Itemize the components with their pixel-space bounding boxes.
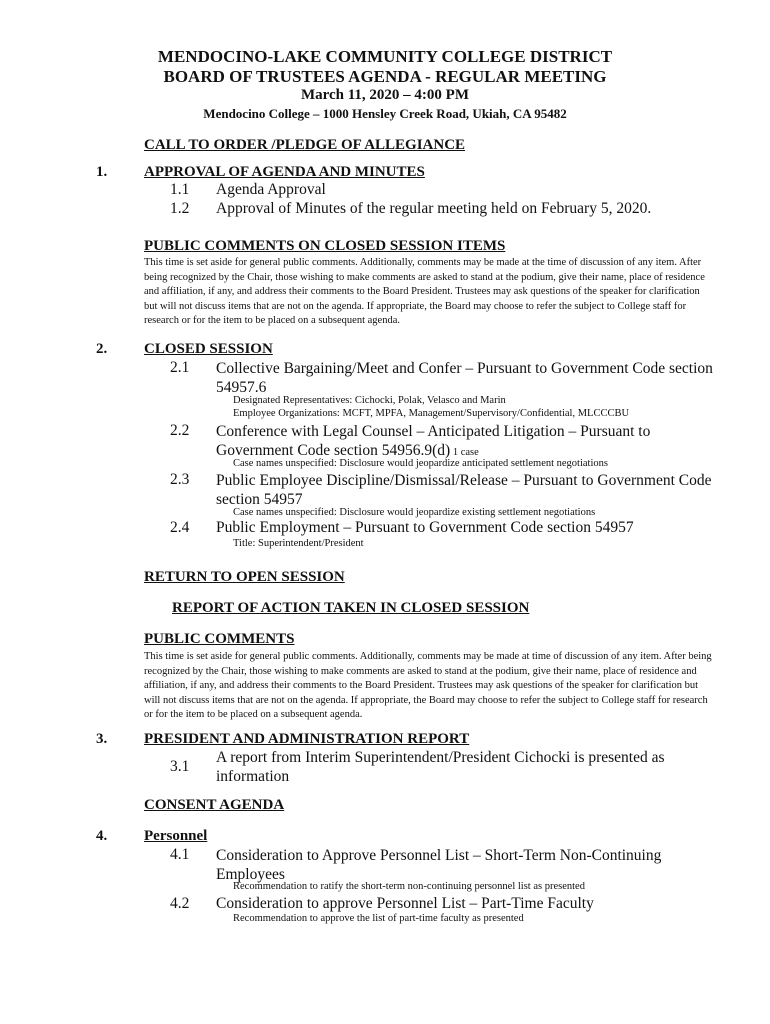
item-agenda-approval: Agenda Approval <box>216 181 326 198</box>
item-legal-counsel <box>216 422 696 462</box>
item-note: Recommendation to ratify the short-term non-continuing personnel list as presented <box>233 881 585 892</box>
public-comments-heading: PUBLIC COMMENTS <box>144 631 295 647</box>
item-note: Case names unspecified: Disclosure would jeopardize anticipated settlement negotiations <box>233 458 608 469</box>
district-title: MENDOCINO-LAKE COMMUNITY COLLEGE DISTRICT <box>157 47 613 66</box>
item-part-time-faculty: Consideration to approve Personnel List – Part-Time Faculty <box>216 895 594 912</box>
item-note: Designated Representatives: Cichocki, Polak, Velasco and Marin <box>233 395 506 406</box>
item-note: Title: Superintendent/President <box>233 538 364 549</box>
item-number: 3.1 <box>170 758 190 775</box>
meeting-datetime: March 11, 2020 – 4:00 PM <box>300 87 470 103</box>
item-public-employment: Public Employment – Pursuant to Government Code section 54957 <box>216 519 634 536</box>
item-number: 1.2 <box>170 200 190 217</box>
item-note: Case names unspecified: Disclosure would jeopardize existing settlement negotiations <box>233 507 596 518</box>
item-case-count: 1 case <box>450 447 479 458</box>
consent-agenda-heading: CONSENT AGENDA <box>144 797 285 813</box>
item-number: 2.2 <box>170 422 190 439</box>
section-3-heading: PRESIDENT AND ADMINISTRATION REPORT <box>144 731 470 747</box>
item-number: 4.1 <box>170 846 190 863</box>
item-number: 2.1 <box>170 359 190 376</box>
section-2-heading: CLOSED SESSION <box>144 341 273 357</box>
item-employee-discipline: Public Employee Discipline/Dismissal/Release – Pursuant to Government Code section 54957 <box>216 472 712 508</box>
item-minutes-approval: Approval of Minutes of the regular meeting held on February 5, 2020. <box>216 200 652 217</box>
call-to-order-heading: CALL TO ORDER /PLEDGE OF ALLEGIANCE <box>144 137 466 153</box>
section-number: 2. <box>96 341 108 357</box>
item-number: 2.3 <box>170 471 190 488</box>
section-number: 3. <box>96 731 108 747</box>
section-1-heading: APPROVAL OF AGENDA AND MINUTES <box>144 164 425 180</box>
public-comments-closed-heading: PUBLIC COMMENTS ON CLOSED SESSION ITEMS <box>144 238 506 254</box>
section-4-heading: Personnel <box>144 828 208 844</box>
public-comments-body: This time is set aside for general public comments. Additionally, comments may be made at time of discussion of any item. After being recognized by the Chair, those wishing to make comments are asked to stand at the podium, give their name, place of residence and affiliation, if any, and address their comments to the Board President. Trustees may ask questions of the speaker for clarification but will not discuss items that are not on the agenda. If appropriate, the Board may choose to refer the subject to College staff for research or for the item to be placed on a subsequent agenda. <box>144 651 712 720</box>
item-collective-bargaining: Collective Bargaining/Meet and Confer – Pursuant to Government Code section 54957.6 <box>216 360 713 396</box>
item-short-term-personnel: Consideration to Approve Personnel List – Short-Term Non-Continuing Employees <box>216 847 662 883</box>
item-note: Recommendation to approve the list of part-time faculty as presented <box>233 913 524 924</box>
item-number: 2.4 <box>170 519 190 536</box>
item-number: 1.1 <box>170 181 190 198</box>
meeting-title: BOARD OF TRUSTEES AGENDA - REGULAR MEETING <box>163 67 607 86</box>
item-legal-counsel-text: Conference with Legal Counsel – Anticipated Litigation – Pursuant to Government Code section 54956.9(d) <box>216 423 651 459</box>
item-note: Employee Organizations: MCFT, MPFA, Management/Supervisory/Confidential, MLCCCBU <box>233 408 630 419</box>
public-comments-closed-body: This time is set aside for general public comments. Additionally, comments may be made at the time of discussion of any item. After being recognized by the Chair, those wishing to make comments are asked to stand at the podium, give their name, place of residence and affiliation, if any, and address their comments to the Board President. Trustees may ask questions of the speaker for clarification but will not discuss items that are not on the agenda. If appropriate, the Board may choose to refer the subject to College staff for research or for the item to be placed on a subsequent agenda. <box>144 257 705 326</box>
item-number: 4.2 <box>170 895 190 912</box>
section-number: 1. <box>96 164 108 180</box>
return-open-session-heading: RETURN TO OPEN SESSION <box>144 569 345 585</box>
item-president-report: A report from Interim Superintendent/President Cichocki is presented as information <box>216 749 665 785</box>
meeting-location: Mendocino College – 1000 Hensley Creek Road, Ukiah, CA 95482 <box>203 106 567 121</box>
report-action-heading: REPORT OF ACTION TAKEN IN CLOSED SESSION <box>172 600 530 616</box>
section-number: 4. <box>96 828 108 844</box>
